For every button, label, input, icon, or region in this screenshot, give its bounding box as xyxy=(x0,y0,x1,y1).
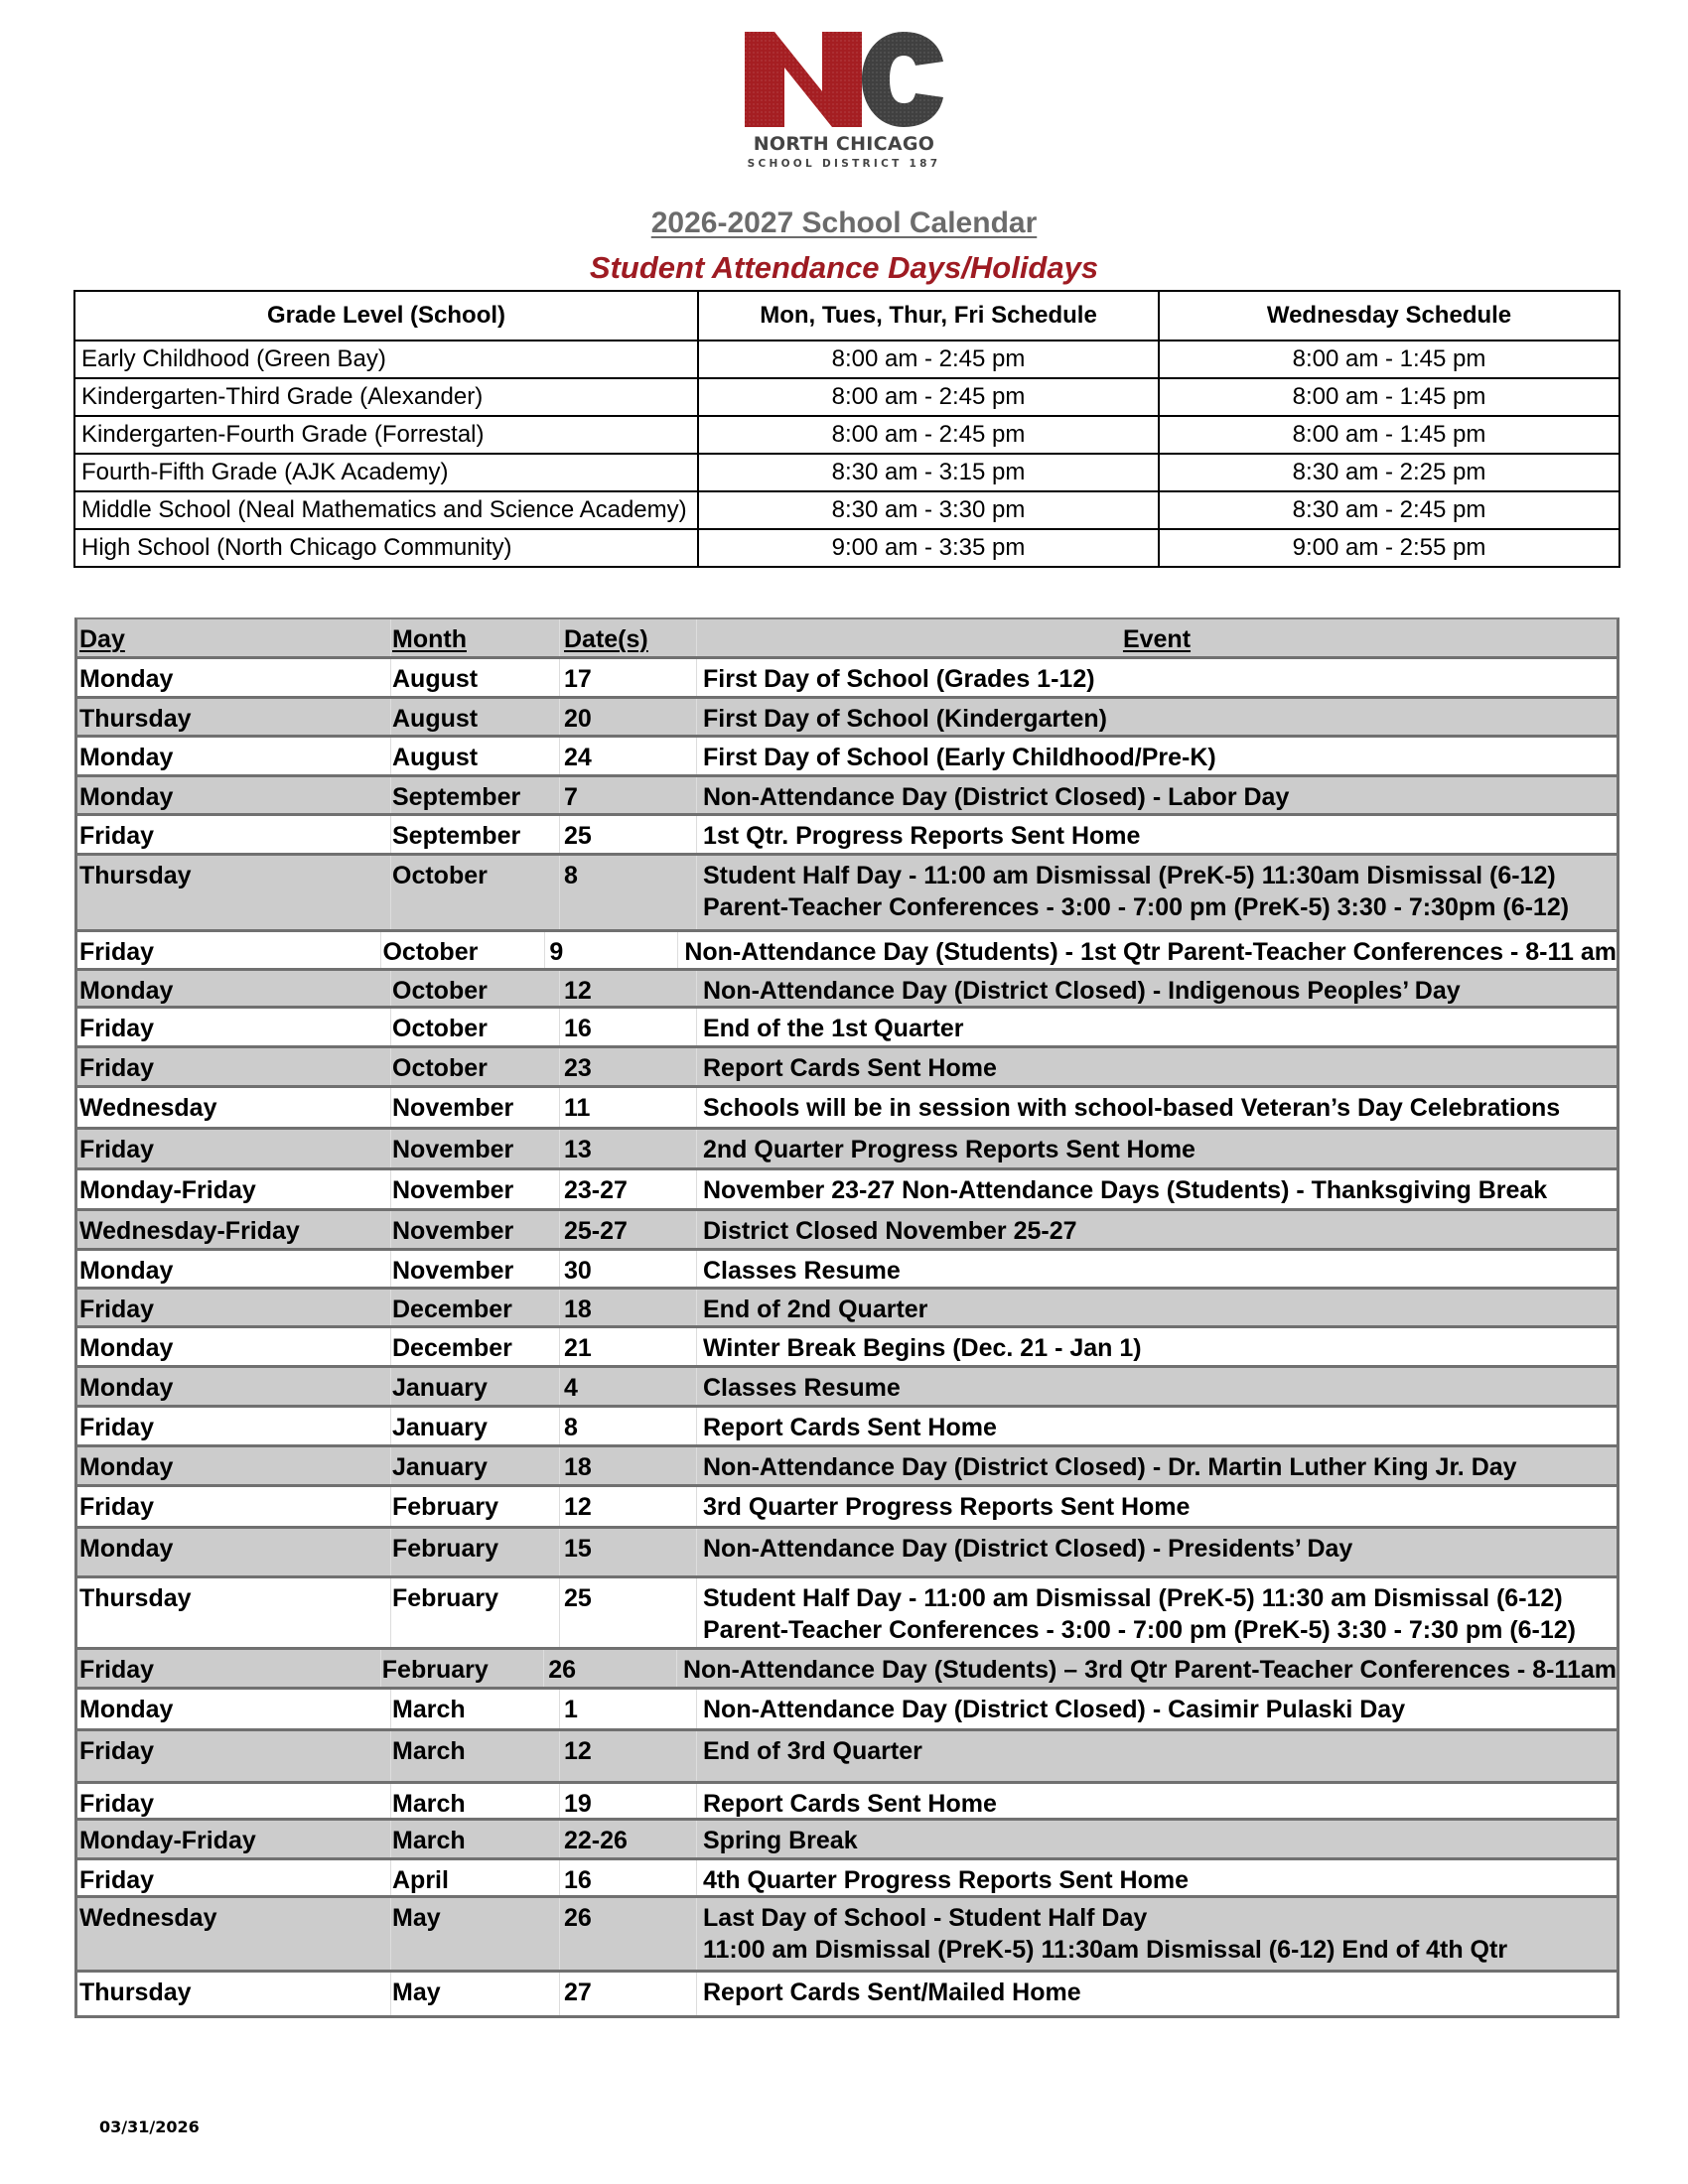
event-dates: 15 xyxy=(560,1529,697,1575)
event-description xyxy=(697,777,1617,813)
event-dates: 27 xyxy=(560,1973,697,2015)
event-dates: 12 xyxy=(560,971,697,1006)
event-dates: 11 xyxy=(560,1088,697,1127)
event-day: Monday xyxy=(77,1690,391,1728)
event-description-line: First Day of School (Early Childhood/Pre-K) xyxy=(703,744,1216,771)
event-day: Monday xyxy=(77,1529,391,1575)
event-month: March xyxy=(391,1784,560,1818)
event-dates: 4 xyxy=(560,1368,697,1405)
event-description-line: November 23-27 Non-Attendance Days (Students) - Thanksgiving Break xyxy=(703,1176,1548,1204)
event-description-line: District Closed November 25-27 xyxy=(703,1217,1077,1245)
nc-logo-icon xyxy=(745,32,943,127)
event-dates: 26 xyxy=(544,1650,677,1687)
event-row xyxy=(77,1088,1617,1130)
event-description xyxy=(697,816,1617,853)
event-dates: 24 xyxy=(560,738,697,774)
event-description xyxy=(697,971,1617,1006)
event-description-line: 1st Qtr. Progress Reports Sent Home xyxy=(703,822,1141,850)
event-description-line: End of 3rd Quarter xyxy=(703,1737,922,1765)
revision-date: 03/31/2026 xyxy=(99,2117,200,2136)
event-row xyxy=(77,1290,1617,1328)
event-description xyxy=(697,1048,1617,1085)
event-description xyxy=(697,1170,1617,1208)
schedule-wednesday-time: 8:30 am - 2:25 pm xyxy=(1159,454,1619,491)
district-logo xyxy=(740,30,948,179)
event-dates: 8 xyxy=(560,856,697,929)
event-description-line: Classes Resume xyxy=(703,1257,901,1285)
event-month: March xyxy=(391,1690,560,1728)
event-description-line: Non-Attendance Day (District Closed) - Indigenous Peoples’ Day xyxy=(703,977,1461,1005)
event-month: January xyxy=(391,1368,560,1405)
event-dates: 9 xyxy=(545,932,678,968)
schedule-wednesday-time: 8:00 am - 1:45 pm xyxy=(1159,416,1619,454)
event-day: Monday xyxy=(77,1368,391,1405)
event-month: February xyxy=(391,1487,560,1526)
event-description-line: Non-Attendance Day (District Closed) - Labor Day xyxy=(703,783,1290,811)
schedule-wednesday-time: 8:00 am - 1:45 pm xyxy=(1159,378,1619,416)
event-day: Friday xyxy=(77,1731,391,1781)
event-month: November xyxy=(391,1251,560,1287)
event-month: May xyxy=(391,1973,560,2015)
header-day: Day xyxy=(77,619,391,656)
event-row xyxy=(77,1898,1617,1973)
event-day: Thursday xyxy=(77,856,391,929)
event-row xyxy=(77,1251,1617,1290)
event-month: March xyxy=(391,1821,560,1857)
event-month: November xyxy=(391,1088,560,1127)
event-description-line: Spring Break xyxy=(703,1827,858,1854)
event-month: October xyxy=(391,1009,560,1045)
event-dates: 8 xyxy=(560,1408,697,1444)
event-description-line: 4th Quarter Progress Reports Sent Home xyxy=(703,1866,1190,1894)
event-day: Friday xyxy=(77,1048,391,1085)
schedule-regular-time: 8:30 am - 3:30 pm xyxy=(698,491,1159,529)
event-row xyxy=(77,816,1617,856)
schedule-grade-level: Kindergarten-Fourth Grade (Forrestal) xyxy=(74,416,698,454)
event-month: February xyxy=(381,1650,545,1687)
event-month: November xyxy=(391,1130,560,1167)
event-dates: 26 xyxy=(560,1898,697,1970)
event-row xyxy=(77,1784,1617,1821)
schedule-regular-time: 8:00 am - 2:45 pm xyxy=(698,341,1159,378)
schedule-row xyxy=(74,341,1619,378)
event-dates: 17 xyxy=(560,659,697,696)
event-description-line: Parent-Teacher Conferences - 3:00 - 7:00 pm (PreK-5) 3:30 - 7:30 pm (6-12) xyxy=(703,1616,1577,1644)
event-month: April xyxy=(391,1860,560,1895)
event-day: Friday xyxy=(77,1487,391,1526)
event-dates: 25 xyxy=(560,816,697,853)
header-grade-level: Grade Level (School) xyxy=(74,291,698,341)
event-month: August xyxy=(391,738,560,774)
event-description-line: 11:00 am Dismissal (PreK-5) 11:30am Dismissal (6-12) End of 4th Qtr xyxy=(703,1936,1508,1964)
event-description xyxy=(697,699,1617,735)
event-dates: 13 xyxy=(560,1130,697,1167)
schedule-wednesday-time: 8:00 am - 1:45 pm xyxy=(1159,341,1619,378)
event-description xyxy=(697,1211,1617,1248)
events-header-row xyxy=(77,619,1617,659)
event-description xyxy=(697,1487,1617,1526)
schedule-regular-time: 8:30 am - 3:15 pm xyxy=(698,454,1159,491)
schedule-grade-level: Fourth-Fifth Grade (AJK Academy) xyxy=(74,454,698,491)
event-row xyxy=(77,1170,1617,1211)
event-month: May xyxy=(391,1898,560,1970)
event-month: December xyxy=(391,1290,560,1325)
event-description xyxy=(697,1088,1617,1127)
event-row xyxy=(77,738,1617,777)
schedule-grade-level: Early Childhood (Green Bay) xyxy=(74,341,698,378)
event-day: Monday xyxy=(77,659,391,696)
event-description xyxy=(697,1731,1617,1781)
event-dates: 22-26 xyxy=(560,1821,697,1857)
event-description xyxy=(697,1578,1617,1647)
event-day: Friday xyxy=(77,1860,391,1895)
event-dates: 21 xyxy=(560,1328,697,1365)
event-row xyxy=(77,1368,1617,1408)
schedule-header-row xyxy=(74,291,1619,341)
event-row xyxy=(77,1973,1617,2015)
event-row xyxy=(77,1578,1617,1650)
schedule-wednesday-time: 9:00 am - 2:55 pm xyxy=(1159,529,1619,567)
event-day: Friday xyxy=(77,816,391,853)
event-row xyxy=(77,1650,1617,1690)
event-day: Monday xyxy=(77,1328,391,1365)
schedule-grade-level: Kindergarten-Third Grade (Alexander) xyxy=(74,378,698,416)
event-row xyxy=(77,1447,1617,1487)
header-event: Event xyxy=(1122,625,1192,653)
event-dates: 12 xyxy=(560,1731,697,1781)
event-month: September xyxy=(391,777,560,813)
event-day: Monday xyxy=(77,971,391,1006)
event-description-line: Report Cards Sent Home xyxy=(703,1054,997,1082)
event-dates: 23-27 xyxy=(560,1170,697,1208)
schedule-grade-level: High School (North Chicago Community) xyxy=(74,529,698,567)
event-description-line: 2nd Quarter Progress Reports Sent Home xyxy=(703,1136,1196,1163)
event-row xyxy=(77,1408,1617,1447)
event-description-line: Non-Attendance Day (Students) – 3rd Qtr Parent-Teacher Conferences - 8-11am xyxy=(682,1656,1617,1684)
calendar-title xyxy=(0,206,1688,240)
event-month: October xyxy=(391,971,560,1006)
event-day: Monday xyxy=(77,1447,391,1484)
event-month: February xyxy=(391,1578,560,1647)
event-description xyxy=(697,1784,1617,1818)
event-day: Friday xyxy=(77,1130,391,1167)
schedule-regular-time: 8:00 am - 2:45 pm xyxy=(698,378,1159,416)
event-dates: 16 xyxy=(560,1860,697,1895)
event-description xyxy=(697,1290,1617,1325)
event-row xyxy=(77,1821,1617,1860)
event-day: Friday xyxy=(77,1650,381,1687)
calendar-title-text: 2026-2027 School Calendar xyxy=(650,206,1038,239)
event-month: December xyxy=(391,1328,560,1365)
schedule-row xyxy=(74,416,1619,454)
event-row xyxy=(77,659,1617,699)
event-description-line: Report Cards Sent Home xyxy=(703,1790,997,1818)
event-month: August xyxy=(391,699,560,735)
event-day: Friday xyxy=(77,1408,391,1444)
event-description-line: Student Half Day - 11:00 am Dismissal (PreK-5) 11:30am Dismissal (6-12) xyxy=(703,862,1556,889)
event-day: Thursday xyxy=(77,699,391,735)
schedule-wednesday-time: 8:30 am - 2:45 pm xyxy=(1159,491,1619,529)
event-description-line: Non-Attendance Day (Students) - 1st Qtr Parent-Teacher Conferences - 8-11 am xyxy=(684,938,1617,966)
schedule-row xyxy=(74,529,1619,567)
event-row xyxy=(77,1130,1617,1170)
event-row xyxy=(77,971,1617,1009)
event-dates: 23 xyxy=(560,1048,697,1085)
event-day: Wednesday xyxy=(77,1088,391,1127)
event-description xyxy=(697,1973,1617,2015)
event-description xyxy=(697,1898,1617,1970)
event-month: October xyxy=(391,856,560,929)
event-dates: 18 xyxy=(560,1447,697,1484)
event-month: March xyxy=(391,1731,560,1781)
event-row xyxy=(77,1731,1617,1784)
event-row xyxy=(77,1048,1617,1088)
event-row xyxy=(77,1328,1617,1368)
event-description xyxy=(697,1130,1617,1167)
calendar-subtitle: Student Attendance Days/Holidays xyxy=(589,250,1099,285)
event-day: Monday-Friday xyxy=(77,1821,391,1857)
event-description-line: Report Cards Sent Home xyxy=(703,1414,997,1441)
event-month: October xyxy=(391,1048,560,1085)
event-description xyxy=(697,1821,1617,1857)
event-dates: 25-27 xyxy=(560,1211,697,1248)
schedule-grade-level: Middle School (Neal Mathematics and Science Academy) xyxy=(74,491,698,529)
event-day: Wednesday xyxy=(77,1898,391,1970)
event-row xyxy=(77,1860,1617,1898)
event-description xyxy=(697,738,1617,774)
event-description-line: Winter Break Begins (Dec. 21 - Jan 1) xyxy=(703,1334,1142,1362)
event-description xyxy=(697,1368,1617,1405)
event-description-line: Schools will be in session with school-based Veteran’s Day Celebrations xyxy=(703,1094,1561,1122)
logo-district-name: NORTH CHICAGO xyxy=(753,133,935,155)
event-description xyxy=(697,1860,1617,1895)
event-description-line: Classes Resume xyxy=(703,1374,901,1402)
event-row xyxy=(77,1211,1617,1251)
event-description-line: Non-Attendance Day (District Closed) - Dr. Martin Luther King Jr. Day xyxy=(703,1453,1517,1481)
event-description-line: Parent-Teacher Conferences - 3:00 - 7:00 pm (PreK-5) 3:30 - 7:30pm (6-12) xyxy=(703,893,1570,921)
bell-schedule-table xyxy=(73,290,1620,568)
header-wednesday-schedule: Wednesday Schedule xyxy=(1159,291,1619,341)
schedule-regular-time: 8:00 am - 2:45 pm xyxy=(698,416,1159,454)
event-row xyxy=(77,1529,1617,1578)
schedule-row xyxy=(74,378,1619,416)
event-day: Monday xyxy=(77,738,391,774)
event-description-line: End of the 1st Quarter xyxy=(703,1015,964,1042)
event-dates: 18 xyxy=(560,1290,697,1325)
event-month: November xyxy=(391,1211,560,1248)
event-description-line: Student Half Day - 11:00 am Dismissal (PreK-5) 11:30 am Dismissal (6-12) xyxy=(703,1584,1563,1612)
event-description xyxy=(697,1251,1617,1287)
event-row xyxy=(77,1487,1617,1529)
event-day: Friday xyxy=(77,1784,391,1818)
event-month: August xyxy=(391,659,560,696)
event-month: February xyxy=(391,1529,560,1575)
event-description xyxy=(697,1447,1617,1484)
event-dates: 1 xyxy=(560,1690,697,1728)
event-month: January xyxy=(391,1447,560,1484)
logo-district-subtitle: SCHOOL DISTRICT 187 xyxy=(747,158,941,170)
event-description-line: Report Cards Sent/Mailed Home xyxy=(703,1979,1081,2006)
event-description-line: Non-Attendance Day (District Closed) - Presidents’ Day xyxy=(703,1535,1353,1563)
event-dates: 30 xyxy=(560,1251,697,1287)
header-dates: Date(s) xyxy=(560,619,697,656)
event-dates: 16 xyxy=(560,1009,697,1045)
event-description xyxy=(697,659,1617,696)
header-regular-schedule: Mon, Tues, Thur, Fri Schedule xyxy=(698,291,1159,341)
event-description xyxy=(697,1328,1617,1365)
event-day: Friday xyxy=(77,932,381,968)
schedule-row xyxy=(74,454,1619,491)
event-day: Friday xyxy=(77,1290,391,1325)
event-row xyxy=(77,777,1617,816)
event-row xyxy=(77,1690,1617,1731)
event-month: November xyxy=(391,1170,560,1208)
event-month: October xyxy=(381,932,545,968)
event-row xyxy=(77,699,1617,738)
event-description-line: First Day of School (Grades 1-12) xyxy=(703,665,1095,693)
event-dates: 12 xyxy=(560,1487,697,1526)
event-description-line: Non-Attendance Day (District Closed) - Casimir Pulaski Day xyxy=(703,1696,1406,1723)
event-description xyxy=(678,932,1617,968)
event-description-line: End of 2nd Quarter xyxy=(703,1296,928,1323)
events-table xyxy=(74,617,1619,2018)
event-row xyxy=(77,856,1617,932)
event-month: January xyxy=(391,1408,560,1444)
event-month: September xyxy=(391,816,560,853)
event-description xyxy=(697,856,1617,929)
event-day: Monday-Friday xyxy=(77,1170,391,1208)
event-day: Thursday xyxy=(77,1973,391,2015)
schedule-row xyxy=(74,491,1619,529)
event-description xyxy=(697,1009,1617,1045)
header-month: Month xyxy=(391,619,560,656)
event-dates: 7 xyxy=(560,777,697,813)
event-day: Monday xyxy=(77,777,391,813)
event-dates: 25 xyxy=(560,1578,697,1647)
event-row xyxy=(77,932,1617,971)
schedule-regular-time: 9:00 am - 3:35 pm xyxy=(698,529,1159,567)
event-day: Friday xyxy=(77,1009,391,1045)
event-description xyxy=(677,1650,1617,1687)
event-day: Thursday xyxy=(77,1578,391,1647)
event-description-line: 3rd Quarter Progress Reports Sent Home xyxy=(703,1493,1191,1521)
event-day: Monday xyxy=(77,1251,391,1287)
event-dates: 19 xyxy=(560,1784,697,1818)
event-description xyxy=(697,1690,1617,1728)
event-description-line: First Day of School (Kindergarten) xyxy=(703,705,1107,733)
event-description-line: Last Day of School - Student Half Day xyxy=(703,1904,1148,1932)
event-row xyxy=(77,1009,1617,1048)
event-dates: 20 xyxy=(560,699,697,735)
event-description xyxy=(697,1529,1617,1575)
event-description xyxy=(697,1408,1617,1444)
event-day: Wednesday-Friday xyxy=(77,1211,391,1248)
